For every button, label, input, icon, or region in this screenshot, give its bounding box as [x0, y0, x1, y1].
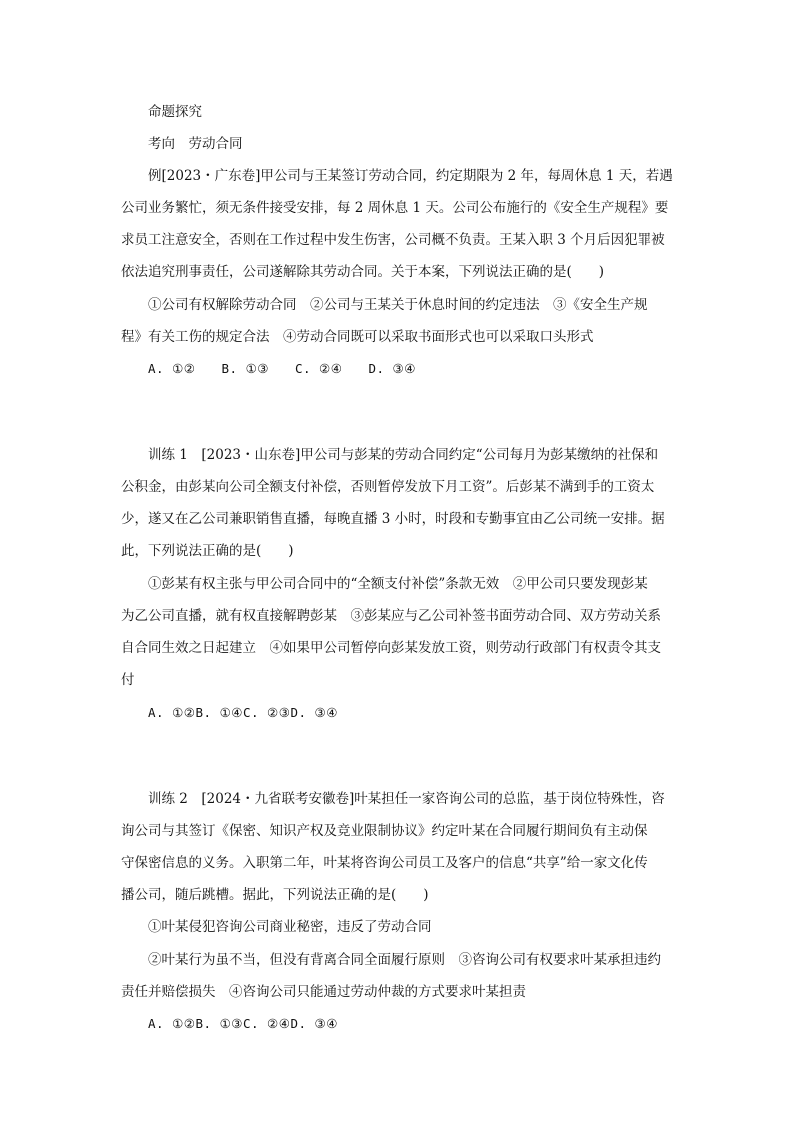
subsection-title: 考向 劳动合同 — [148, 136, 243, 152]
training-1-stem-line: 训练 1 [2023・山东卷]甲公司与彭某的劳动合同约定“公司每月为彭某缴纳的社保和 — [148, 447, 659, 463]
training-2-stem-line: 询公司与其签订《保密、知识产权及竞业限制协议》约定叶某在合同履行期间负有主动保 — [121, 823, 648, 839]
training-2-statement-line: ①叶某侵犯咨询公司商业秘密，违反了劳动合同 — [148, 919, 432, 935]
training-2-stem-line: 守保密信息的义务。入职第二年，叶某将咨询公司员工及客户的信息“共享”给一家文化传 — [121, 855, 648, 871]
training-1-stem-line: 少，遂又在乙公司兼职销售直播，每晚直播 3 小时，时段和专勤事宜由乙公司统一安排。据 — [121, 511, 665, 527]
training-2-stem-line: 训练 2 [2024・九省联考安徽卷]叶某担任一家咨询公司的总监，基于岗位特殊性，咨 — [148, 791, 665, 807]
training-1-statement-line: 付 — [121, 672, 135, 688]
training-1-options: A. ①②B. ①④C. ②③D. ③④ — [148, 705, 338, 720]
training-2-statement-line: ②叶某行为虽不当，但没有背离合同全面履行原则 ③咨询公司有权要求叶某承担违约 — [148, 952, 661, 968]
training-1-stem-line: 此，下列说法正确的是( ) — [121, 543, 294, 559]
training-2-stem-line: 播公司，随后跳槽。据此，下列说法正确的是( ) — [121, 887, 429, 903]
training-1-statement-line: ①彭某有权主张与甲公司合同中的“全额支付补偿”条款无效 ②甲公司只要发现彭某 — [148, 576, 648, 592]
training-1-statement-line: 为乙公司直播，就有权直接解聘彭某 ③彭某应与乙公司补签书面劳动合同、双方劳动关系 — [121, 608, 661, 624]
example-stem-line: 依法追究刑事责任，公司遂解除其劳动合同。关于本案，下列说法正确的是( ) — [121, 264, 605, 280]
example-statement-line: ①公司有权解除劳动合同 ②公司与王某关于休息时间的约定违法 ③《安全生产规 — [148, 297, 648, 313]
example-stem-line: 公司业务繁忙，须无条件接受安排，每 2 周休息 1 天。公司公布施行的《安全生产规程》要 — [121, 200, 669, 216]
section-title: 命题探究 — [148, 104, 202, 120]
example-options: A. ①② B. ①③ C. ②④ D. ③④ — [148, 361, 416, 376]
training-2-options: A. ①②B. ①③C. ②④D. ③④ — [148, 1016, 338, 1031]
example-statement-line: 程》有关工伤的规定合法 ④劳动合同既可以采取书面形式也可以采取口头形式 — [121, 329, 594, 345]
training-1-stem-line: 公积金，由彭某向公司全额支付补偿，否则暂停发放下月工资”。后彭某不满到手的工资太 — [121, 479, 655, 495]
training-1-statement-line: 自合同生效之日起建立 ④如果甲公司暂停向彭某发放工资，则劳动行政部门有权责令其支 — [121, 640, 661, 656]
example-stem-line: 求员工注意安全，否则在工作过程中发生伤害，公司概不负责。王某入职 3 个月后因犯罪被 — [121, 232, 665, 248]
training-2-statement-line: 责任并赔偿损失 ④咨询公司只能通过劳动仲裁的方式要求叶某担责 — [121, 984, 526, 1000]
example-stem-line: 例[2023・广东卷]甲公司与王某签订劳动合同，约定期限为 2 年，每周休息 1 天，若遇 — [148, 168, 673, 184]
